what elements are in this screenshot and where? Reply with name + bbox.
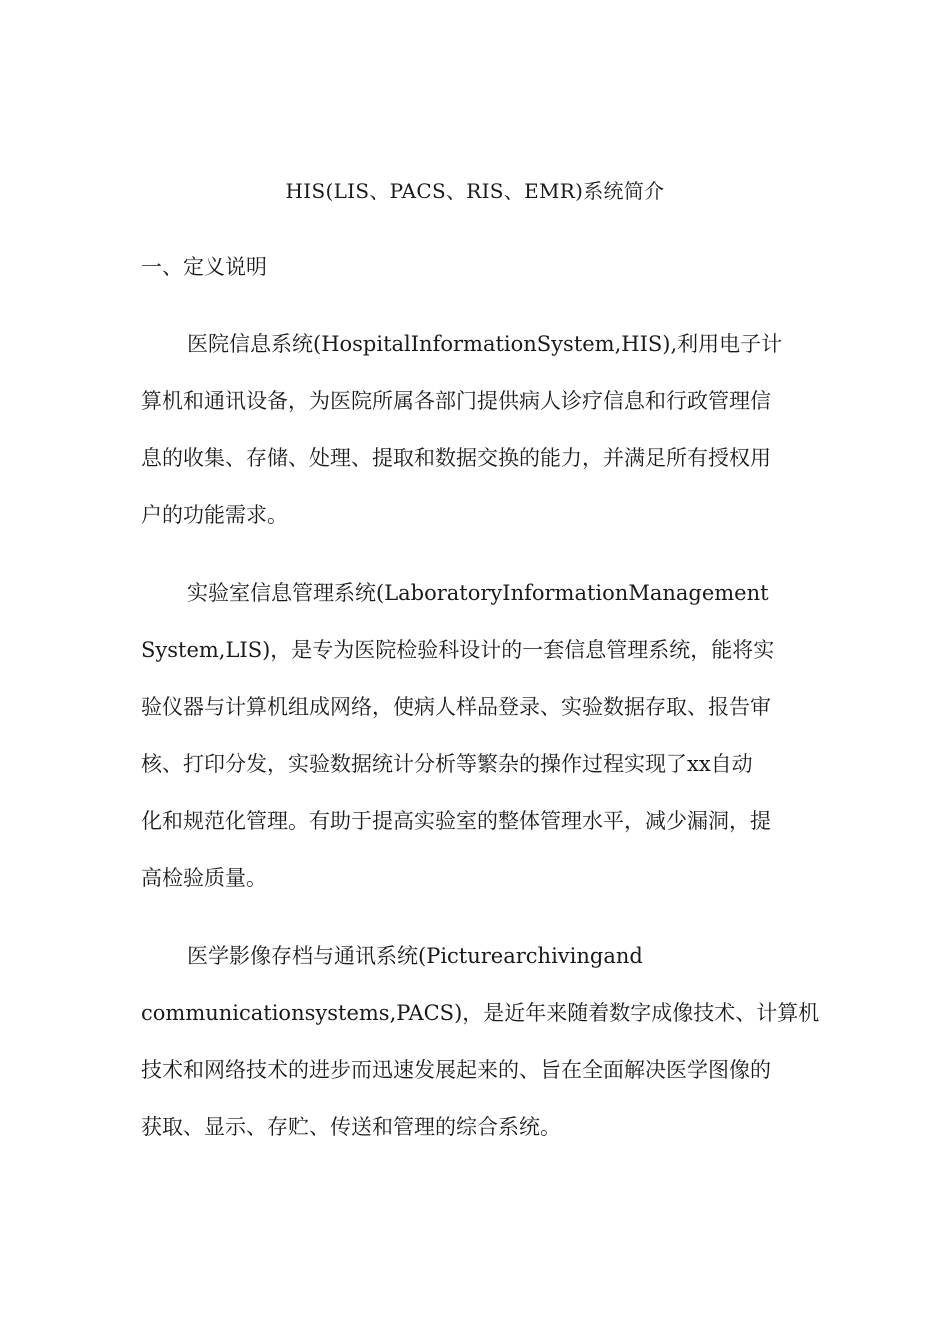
section-heading: 一、定义说明	[141, 255, 267, 279]
paragraph-line: 医院信息系统(HospitalInformationSystem,HIS),利用电子计	[187, 332, 783, 356]
paragraph-line: 高检验质量。	[141, 866, 267, 890]
paragraph-line: 实验室信息管理系统(LaboratoryInformationManagement	[187, 581, 769, 605]
paragraph-line: 技术和网络技术的进步而迅速发展起来的、旨在全面解决医学图像的	[141, 1058, 771, 1082]
document-title: HIS(LIS、PACS、RIS、EMR)系统简介	[285, 179, 665, 203]
paragraph-line: 核、打印分发，实验数据统计分析等繁杂的操作过程实现了xx自动	[141, 752, 753, 776]
paragraph-line: 算机和通讯设备，为医院所属各部门提供病人诊疗信息和行政管理信	[141, 389, 771, 413]
paragraph-line: 息的收集、存储、处理、提取和数据交换的能力，并满足所有授权用	[141, 446, 771, 470]
paragraph-line: System,LIS)，是专为医院检验科设计的一套信息管理系统，能将实	[141, 638, 775, 662]
paragraph-line: communicationsystems,PACS)，是近年来随着数字成像技术、计算机	[141, 1001, 820, 1025]
paragraph-line: 医学影像存档与通讯系统(Picturearchivingand	[187, 944, 643, 968]
paragraph-line: 户的功能需求。	[141, 503, 288, 527]
paragraph-line: 验仪器与计算机组成网络，使病人样品登录、实验数据存取、报告审	[141, 695, 771, 719]
paragraph-line: 获取、显示、存贮、传送和管理的综合系统。	[141, 1115, 561, 1139]
paragraph-line: 化和规范化管理。有助于提高实验室的整体管理水平，减少漏洞，提	[141, 809, 771, 833]
